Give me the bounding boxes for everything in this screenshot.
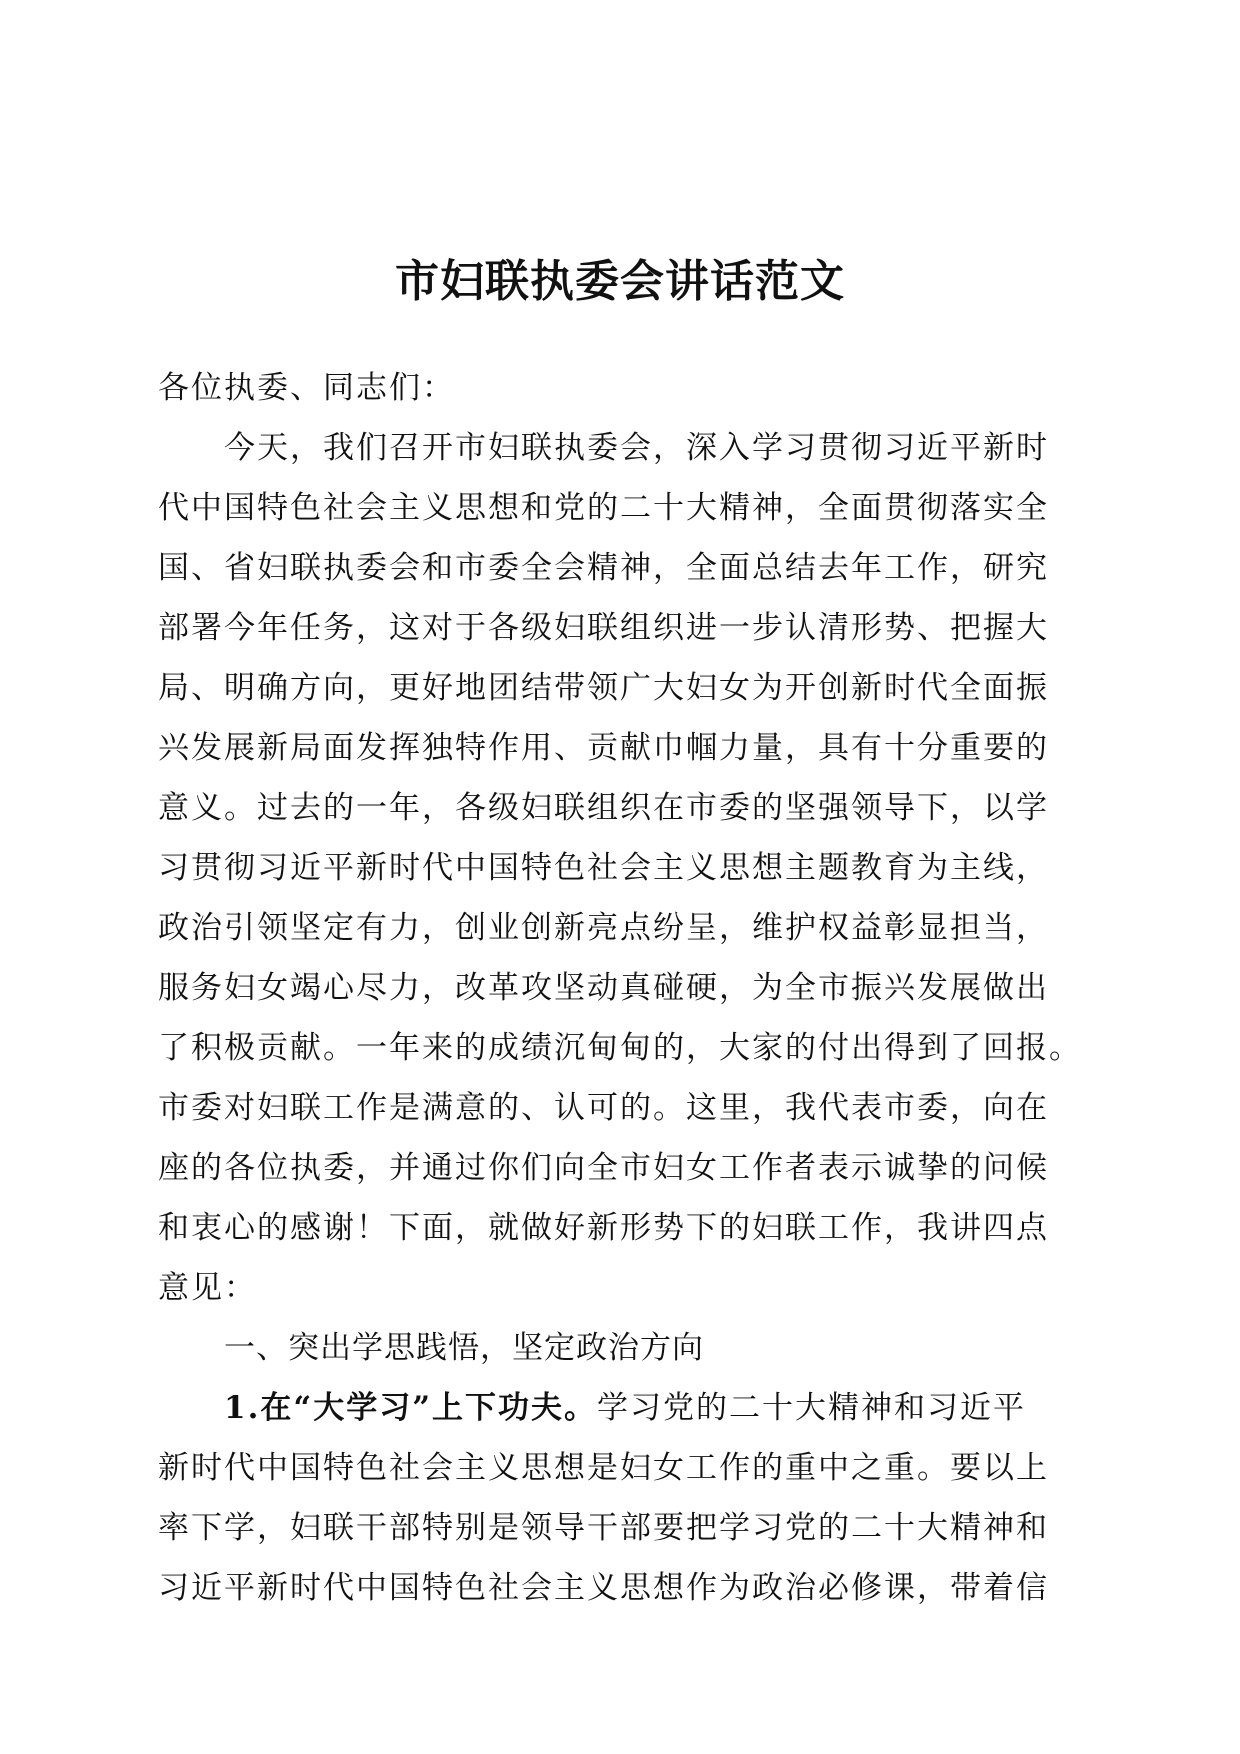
paragraph-line: 服务妇女竭心尽力，改革攻坚动真碰硬，为全市振兴发展做出 — [158, 970, 1049, 1006]
paragraph-line: 兴发展新局面发挥独特作用、贡献巾帼力量，具有十分重要的 — [158, 730, 1049, 766]
section-heading: 一、突出学思践悟，坚定政治方向 — [224, 1330, 704, 1366]
paragraph-line: 国、省妇联执委会和市委全会精神，全面总结去年工作，研究 — [158, 550, 1049, 586]
paragraph-line: 部署今年任务，这对于各级妇联组织进一步认清形势、把握大 — [158, 610, 1049, 646]
paragraph-line: 新时代中国特色社会主义思想是妇女工作的重中之重。要以上 — [158, 1450, 1049, 1486]
item-lead: 1.在“大学习”上下功夫。 — [224, 1390, 598, 1426]
paragraph-line: 意义。过去的一年，各级妇联组织在市委的坚强领导下，以学 — [158, 790, 1049, 826]
item-paragraph — [158, 1378, 1080, 1618]
item-lead-rest: 学习党的二十大精神和习近平 — [597, 1390, 1027, 1426]
paragraph-line: 局、明确方向，更好地团结带领广大妇女为开创新时代全面振 — [158, 670, 1049, 706]
paragraph-line: 市委对妇联工作是满意的、认可的。这里，我代表市委，向在 — [158, 1090, 1049, 1126]
document-title: 市妇联执委会讲话范文 — [395, 256, 845, 307]
paragraph-line: 和衷心的感谢！下面，就做好新形势下的妇联工作，我讲四点 — [158, 1210, 1049, 1246]
intro-paragraph — [158, 418, 1080, 1318]
paragraph-line: 政治引领坚定有力，创业创新亮点纷呈，维护权益彰显担当， — [158, 910, 1049, 946]
greeting: 各位执委、同志们： — [158, 370, 455, 406]
paragraph-line: 今天，我们召开市妇联执委会，深入学习贯彻习近平新时 — [224, 430, 1049, 466]
paragraph-line: 习贯彻习近平新时代中国特色社会主义思想主题教育为主线， — [158, 850, 1049, 886]
paragraph-line: 意见： — [158, 1270, 257, 1306]
paragraph-line: 座的各位执委，并通过你们向全市妇女工作者表示诚挚的问候 — [158, 1150, 1049, 1186]
document-body — [158, 358, 1080, 1618]
paragraph-line: 率下学，妇联干部特别是领导干部要把学习党的二十大精神和 — [158, 1510, 1049, 1546]
paragraph-line: 了积极贡献。一年来的成绩沉甸甸的，大家的付出得到了回报。 — [158, 1030, 1082, 1066]
paragraph-line: 习近平新时代中国特色社会主义思想作为政治必修课，带着信 — [158, 1570, 1049, 1606]
paragraph-line — [158, 1378, 1080, 1438]
paragraph-line: 代中国特色社会主义思想和党的二十大精神，全面贯彻落实全 — [158, 490, 1049, 526]
